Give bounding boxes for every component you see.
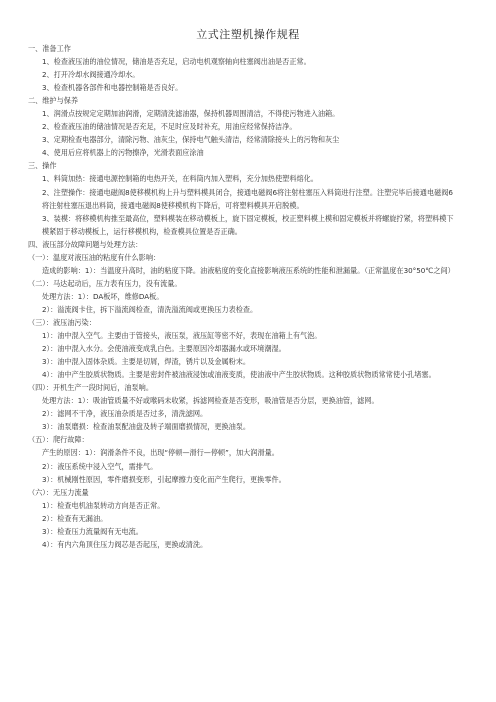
paragraph-line: 2）：溢流阀卡住，拆下溢流阀检查，清洗溢流阀或更换压力表检查。 [42, 304, 258, 314]
paragraph-line: 2、检查液压油的储油情况是否充足，不足时应及时补充，用油应经常保持洁净。 [42, 122, 297, 132]
paragraph-line: 3）：油泵磨损：检查油泵配油盘及转子端面磨损情况，更换油泵。 [42, 422, 251, 432]
paragraph-line: 1）：油中混入空气。主要由于管接头，液压泵，液压缸等密不好，表现在油箱上有气泡。 [42, 331, 322, 341]
paragraph-line: 3）：检查压力流量阀有无电流。 [42, 526, 143, 536]
paragraph-line: 1、检查液压油的油位情况，储油是否充足，启动电机观察轴向柱塞阀出油是否正常。 [42, 57, 311, 67]
paragraph-line: 2）：滤网不干净，液压油杂质是否过多，清洗滤网。 [42, 409, 208, 419]
document-body [28, 42, 458, 551]
section-heading: 三、操作 [28, 161, 57, 171]
paragraph-line: 4、使用后应将机器上的污物擦净，光滑表面应涂油 [42, 148, 204, 158]
section-heading: （六）：无压力流量 [28, 487, 89, 497]
paragraph-line: 3、检查机器各部件和电器控制箱是否良好。 [42, 83, 183, 93]
section-heading: 四、液压部分故障问题与处理方法： [28, 239, 143, 249]
paragraph-line: 2）：油中混入水分。会使油液变成乳白色。主要原因冷却器漏水或环境潮湿。 [42, 344, 286, 354]
section-heading: （一）：温度对液压油的粘度有什么影响： [28, 252, 161, 262]
document-title: 立式注塑机操作规程 [196, 28, 300, 41]
paragraph-line: 1、料筒加热：接通电源控制箱的电热开关，在料筒内加入塑料，充分加热使塑料熔化。 [42, 174, 318, 184]
section-heading: 一、准备工作 [28, 44, 71, 53]
paragraph-line: 2）：液压系统中浸入空气，需排气。 [42, 461, 158, 471]
paragraph-line: 2、打开冷却水阀接通冷却水。 [42, 70, 140, 80]
paragraph-line: 4）：有内六角顶住压力阀芯是否起压，更换或清洗。 [42, 539, 208, 549]
paragraph-line: 造成的影响：1）：当温度升高时，油的粘度下降。油液粘度的变化直接影响液压系统的性能和泄漏量。（正常温度在30°50℃之间） [42, 265, 455, 275]
paragraph-line: 2）：检查有无漏油。 [42, 513, 108, 523]
section-heading: 二、维护与保养 [28, 96, 78, 106]
paragraph-line: 产生的原因：1）：润滑条件不良，出现“停顿—滑行—停顿”，加大润滑量。 [42, 448, 279, 458]
section-heading: （二）：马达起动后，压力表有压力，没有流量。 [28, 278, 182, 288]
paragraph-line: 3、装模：将移模机构推至最高位，塑料模装在移动模板上，旋下固定模板，校正塑料模上模和固定模板并将螺旋拧紧，将塑料模下模紧固于移动模板上，运行移模机构，检查模具位置是否正确。 [42, 213, 454, 236]
paragraph-line: 4）：油中产生胶质状物质。主要是密封件被油液浸蚀或油液变质，使油液中产生胶状物质。这种胶质状物质常常使小孔堵塞。 [42, 370, 436, 380]
paragraph-line: 3）：油中混入固体杂质。主要是切屑，焊渣，锈片以及金属粉末。 [42, 357, 251, 367]
paragraph-line: 3）：机械刚性原因，零件磨损变形，引起摩擦力变化而产生爬行，更换零件。 [42, 474, 286, 484]
section-heading: （三）：液压油污染： [28, 317, 96, 327]
paragraph-line: 处理方法：1）：吸油管质量不好或喉码未收紧，拆滤网检查是否变形，吸油管是否分层，更换油管，滤网。 [42, 396, 379, 406]
paragraph-line: 2、注塑操作：接通电磁阀8使移模机构上升与塑料模具闭合，接通电磁阀6将注射柱塞压入料筒进行注塑。注塑完毕后接通电磁阀6将注射柱塞压退出料筒，接通电磁阀8使移模机构下降后，可将塑料模具开启脱模。 [42, 187, 453, 210]
paragraph-line: 处理方法：1）：DA板坏，维修DA板。 [42, 291, 164, 301]
paragraph-line: 3、定期检查电器部分，清除污物、油灰尘，保持电气触头清洁，经常清除接头上的污物和灰尘 [42, 135, 340, 145]
paragraph-line: 1）：检查电机油泵转动方向是否正常。 [42, 500, 165, 510]
section-heading: （四）：开机生产一段时间后，油泵响。 [28, 383, 153, 393]
paragraph-line: 1、润滑点按规定定期加油润滑，定期清洗滤油器，保持机器周围清洁，不得使污物进入油箱。 [42, 109, 340, 119]
section-heading: （五）：爬行故障： [28, 435, 89, 445]
